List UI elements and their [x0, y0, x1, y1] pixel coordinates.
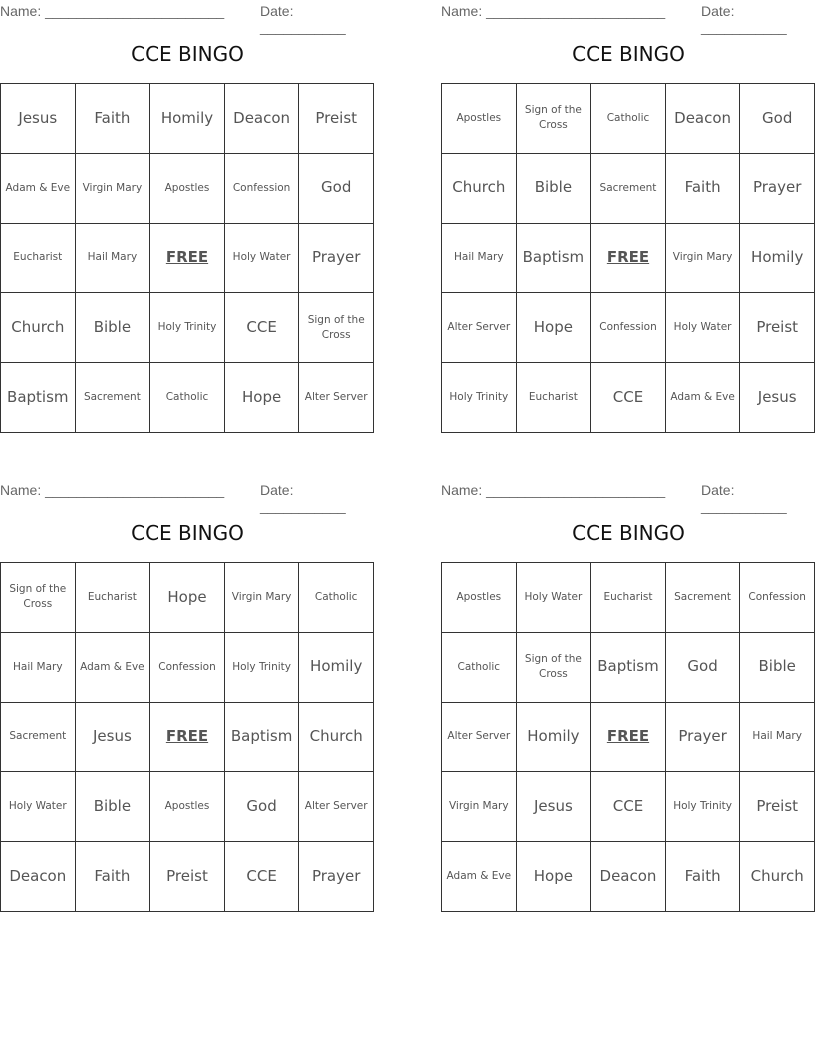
bingo-cell[interactable]: Faith [666, 154, 741, 224]
bingo-cell[interactable]: Sacrement [76, 363, 151, 433]
bingo-cell[interactable]: Bible [740, 633, 815, 703]
bingo-cell[interactable]: Catholic [591, 84, 666, 154]
bingo-cell[interactable]: Baptism [225, 703, 300, 773]
bingo-cell[interactable]: CCE [591, 772, 666, 842]
bingo-cell[interactable]: Holy Trinity [225, 633, 300, 703]
bingo-cell[interactable]: Deacon [666, 84, 741, 154]
bingo-cell[interactable]: Eucharist [76, 563, 151, 633]
bingo-cell[interactable]: Holy Trinity [442, 363, 517, 433]
bingo-cell[interactable]: Sign of the Cross [517, 633, 592, 703]
bingo-cell[interactable]: Hail Mary [442, 224, 517, 294]
bingo-cell[interactable]: Holy Trinity [666, 772, 741, 842]
bingo-cell[interactable]: Sacrement [666, 563, 741, 633]
bingo-cell[interactable]: Homily [150, 84, 225, 154]
bingo-cell[interactable]: Virgin Mary [666, 224, 741, 294]
bingo-cell[interactable]: Sign of the Cross [299, 293, 374, 363]
bingo-cell[interactable]: Preist [150, 842, 225, 912]
card-title: CCE BINGO [131, 42, 244, 66]
bingo-cell[interactable]: Hail Mary [1, 633, 76, 703]
bingo-cell[interactable]: Holy Trinity [150, 293, 225, 363]
bingo-cell[interactable]: Adam & Eve [442, 842, 517, 912]
bingo-cell[interactable]: Bible [76, 772, 151, 842]
bingo-cell[interactable]: Church [299, 703, 374, 773]
bingo-cell[interactable]: Church [740, 842, 815, 912]
bingo-cell[interactable]: Deacon [591, 842, 666, 912]
bingo-cell[interactable]: Catholic [442, 633, 517, 703]
bingo-cell[interactable]: Church [442, 154, 517, 224]
bingo-cell[interactable]: Prayer [740, 154, 815, 224]
card-header [0, 482, 375, 514]
bingo-cell[interactable]: God [299, 154, 374, 224]
bingo-cell[interactable]: Apostles [150, 772, 225, 842]
bingo-cell[interactable]: Jesus [1, 84, 76, 154]
bingo-cell[interactable]: CCE [225, 293, 300, 363]
bingo-cell[interactable]: Holy Water [225, 224, 300, 294]
bingo-cell[interactable]: Bible [517, 154, 592, 224]
bingo-cell[interactable]: Eucharist [591, 563, 666, 633]
bingo-cell[interactable]: Apostles [150, 154, 225, 224]
bingo-cell[interactable]: Adam & Eve [76, 633, 151, 703]
bingo-cell[interactable]: Adam & Eve [1, 154, 76, 224]
bingo-card [0, 479, 375, 913]
bingo-cell[interactable]: Alter Server [299, 363, 374, 433]
bingo-grid [441, 562, 815, 912]
card-title: CCE BINGO [131, 521, 244, 545]
name-field-label: Name: _______________________ [441, 3, 666, 19]
date-field-label: Date: ___________ [260, 3, 346, 35]
card-title: CCE BINGO [572, 521, 685, 545]
bingo-cell[interactable]: CCE [591, 363, 666, 433]
bingo-cell[interactable]: Eucharist [1, 224, 76, 294]
bingo-cell[interactable]: God [740, 84, 815, 154]
bingo-cell[interactable]: Sign of the Cross [1, 563, 76, 633]
bingo-cell[interactable]: Holy Water [666, 293, 741, 363]
bingo-cell[interactable]: Confession [591, 293, 666, 363]
bingo-card [441, 479, 816, 913]
bingo-cell[interactable]: Virgin Mary [225, 563, 300, 633]
bingo-cell[interactable]: Preist [740, 772, 815, 842]
bingo-cell[interactable]: Sign of the Cross [517, 84, 592, 154]
bingo-cell[interactable]: Faith [666, 842, 741, 912]
bingo-grid [0, 83, 374, 433]
free-space-cell[interactable]: FREE [591, 224, 666, 294]
bingo-cell[interactable]: Prayer [299, 224, 374, 294]
bingo-cell[interactable]: Confession [150, 633, 225, 703]
name-field-label: Name: _______________________ [0, 482, 225, 498]
bingo-cell[interactable]: Hope [517, 293, 592, 363]
bingo-cell[interactable]: Adam & Eve [666, 363, 741, 433]
bingo-cell[interactable]: Bible [76, 293, 151, 363]
bingo-cell[interactable]: Apostles [442, 563, 517, 633]
bingo-cell[interactable]: Eucharist [517, 363, 592, 433]
bingo-cell[interactable]: God [225, 772, 300, 842]
bingo-cell[interactable]: Sacrement [591, 154, 666, 224]
bingo-cell[interactable]: Faith [76, 842, 151, 912]
bingo-cell[interactable]: Hope [225, 363, 300, 433]
date-field-label: Date: ___________ [701, 3, 787, 35]
bingo-cell[interactable]: Prayer [666, 703, 741, 773]
bingo-cell[interactable]: Jesus [517, 772, 592, 842]
bingo-cell[interactable]: Homily [299, 633, 374, 703]
bingo-card [0, 0, 375, 434]
bingo-cell[interactable]: Sacrement [1, 703, 76, 773]
bingo-grid [441, 83, 815, 433]
bingo-cell[interactable]: Alter Server [299, 772, 374, 842]
free-space-cell[interactable]: FREE [591, 703, 666, 773]
bingo-cell[interactable]: Preist [740, 293, 815, 363]
bingo-cell[interactable]: Confession [225, 154, 300, 224]
bingo-cell[interactable]: Apostles [442, 84, 517, 154]
bingo-cell[interactable]: Baptism [591, 633, 666, 703]
card-header [441, 3, 816, 35]
date-field-label: Date: ___________ [260, 482, 346, 514]
bingo-cell[interactable]: Hope [150, 563, 225, 633]
bingo-cell[interactable]: Church [1, 293, 76, 363]
bingo-cell[interactable]: Confession [740, 563, 815, 633]
bingo-cell[interactable]: Preist [299, 84, 374, 154]
bingo-cell[interactable]: Faith [76, 84, 151, 154]
bingo-cell[interactable]: Alter Server [442, 703, 517, 773]
bingo-cell[interactable]: Holy Water [517, 563, 592, 633]
bingo-cell[interactable]: Virgin Mary [76, 154, 151, 224]
bingo-cell[interactable]: Catholic [299, 563, 374, 633]
bingo-cell[interactable]: Deacon [1, 842, 76, 912]
bingo-cell[interactable]: Jesus [76, 703, 151, 773]
bingo-cell[interactable]: Prayer [299, 842, 374, 912]
bingo-cell[interactable]: CCE [225, 842, 300, 912]
bingo-cell[interactable]: Deacon [225, 84, 300, 154]
bingo-cell[interactable]: Baptism [1, 363, 76, 433]
bingo-cell[interactable]: Hail Mary [76, 224, 151, 294]
card-header [441, 482, 816, 514]
bingo-card [441, 0, 816, 434]
free-space-cell[interactable]: FREE [150, 703, 225, 773]
bingo-cell[interactable]: Jesus [740, 363, 815, 433]
bingo-cell[interactable]: Virgin Mary [442, 772, 517, 842]
bingo-cell[interactable]: Homily [517, 703, 592, 773]
date-field-label: Date: ___________ [701, 482, 787, 514]
name-field-label: Name: _______________________ [0, 3, 225, 19]
free-space-cell[interactable]: FREE [150, 224, 225, 294]
bingo-cell[interactable]: Hail Mary [740, 703, 815, 773]
bingo-grid [0, 562, 374, 912]
card-header [0, 3, 375, 35]
bingo-cell[interactable]: Baptism [517, 224, 592, 294]
bingo-cell[interactable]: God [666, 633, 741, 703]
bingo-cell[interactable]: Holy Water [1, 772, 76, 842]
bingo-cell[interactable]: Catholic [150, 363, 225, 433]
name-field-label: Name: _______________________ [441, 482, 666, 498]
card-title: CCE BINGO [572, 42, 685, 66]
bingo-cell[interactable]: Homily [740, 224, 815, 294]
bingo-cell[interactable]: Alter Server [442, 293, 517, 363]
bingo-cell[interactable]: Hope [517, 842, 592, 912]
